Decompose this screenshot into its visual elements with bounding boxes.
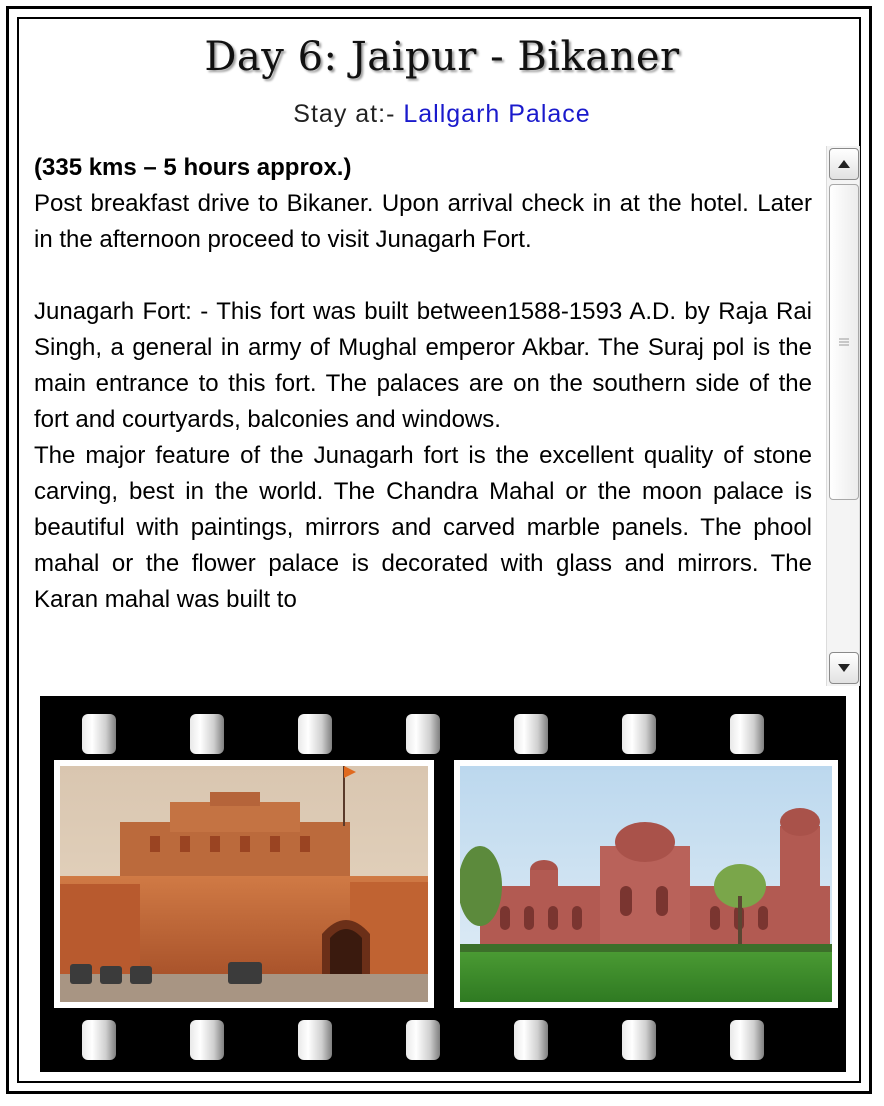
palace-illustration: [460, 766, 832, 1002]
sprocket-hole: [190, 714, 224, 754]
itinerary-text-box[interactable]: [34, 150, 812, 682]
sprocket-hole: [730, 1020, 764, 1060]
sprocket-hole: [298, 1020, 332, 1060]
triangle-up-icon: [837, 159, 851, 169]
stay-label: Stay at:-: [293, 100, 404, 128]
sprocket-hole: [82, 1020, 116, 1060]
scroll-up-button[interactable]: [829, 148, 859, 180]
sprocket-hole: [406, 714, 440, 754]
sprocket-hole: [406, 1020, 440, 1060]
sprocket-hole: [190, 1020, 224, 1060]
fort-features-paragraph: The major feature of the Junagarh fort is the excellent quality of stone carving, best in the world. The Chandra Mahal or the moon palace is beautiful with paintings, mirrors and carved marble panels. The phool mahal or the flower palace is decorated with glass and mirrors. The Karan mahal was built to: [34, 442, 812, 613]
fort-history-paragraph: Junagarh Fort: - This fort was built between1588-1593 A.D. by Raja Rai Singh, a general in army of Mughal emperor Akbar. The Suraj pol is the main entrance to this fort. The palaces are on the southern side of the fort and courtyards, balconies and windows.: [34, 298, 812, 433]
hotel-link[interactable]: Lallgarh Palace: [403, 100, 591, 128]
fort-illustration: [60, 766, 428, 1002]
distance-text: (335 kms – 5 hours approx.): [34, 154, 352, 181]
triangle-down-icon: [837, 663, 851, 673]
scroll-thumb[interactable]: [829, 184, 859, 500]
text-scrollbar[interactable]: [826, 146, 860, 686]
sprocket-hole: [622, 1020, 656, 1060]
sprocket-hole: [298, 714, 332, 754]
sprocket-hole: [82, 714, 116, 754]
grip-lines-icon: [838, 336, 850, 348]
sprocket-hole: [514, 714, 548, 754]
sprocket-hole: [622, 714, 656, 754]
paragraph-spacer: [34, 258, 812, 294]
filmstrip: [40, 696, 846, 1072]
sprocket-hole: [730, 714, 764, 754]
lallgarh-palace-photo: [454, 760, 838, 1008]
page-title: Day 6: Jaipur - Bikaner: [204, 34, 680, 80]
scroll-down-button[interactable]: [829, 652, 859, 684]
junagarh-fort-photo: [54, 760, 434, 1008]
stay-line: [0, 100, 884, 129]
sprocket-hole: [514, 1020, 548, 1060]
arrival-paragraph: Post breakfast drive to Bikaner. Upon arrival check in at the hotel. Later in the afternoon proceed to visit Junagarh Fort.: [34, 190, 812, 253]
